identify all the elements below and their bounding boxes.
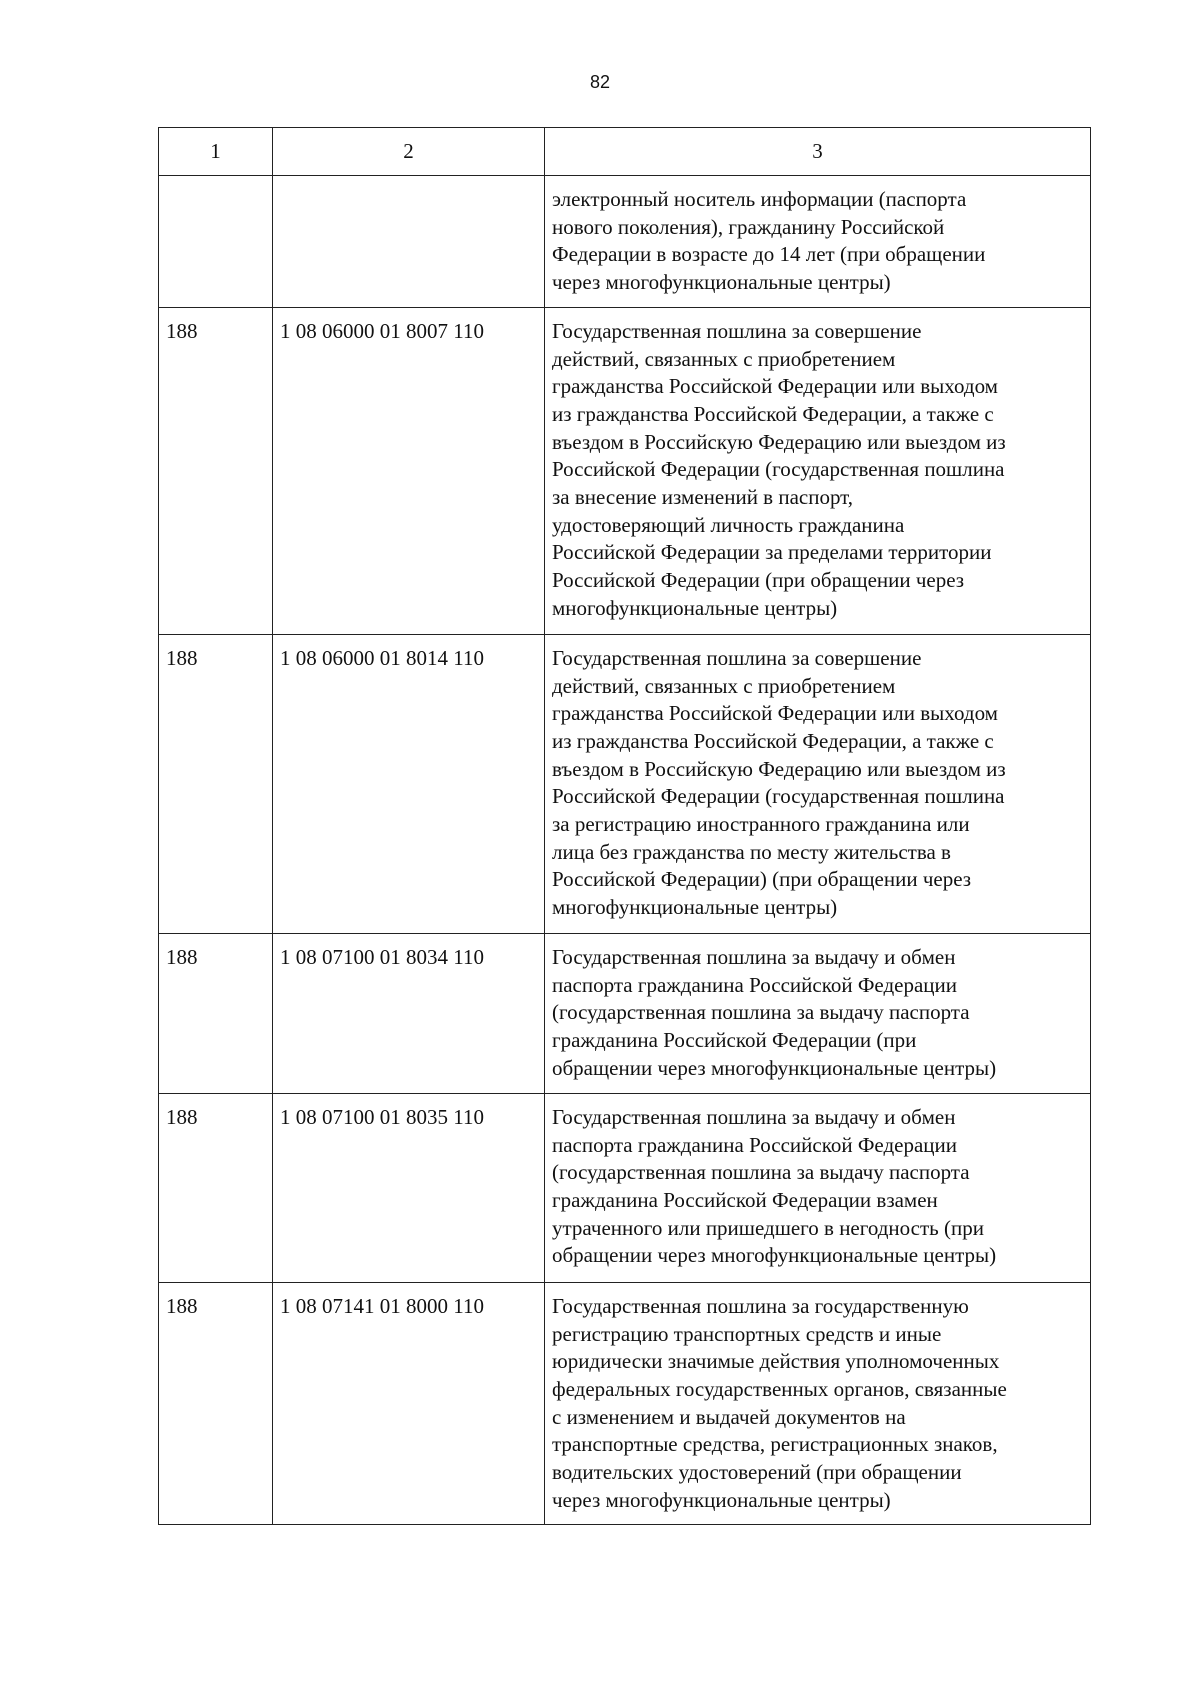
kbk-code-cell: 1 08 07100 01 8034 110: [273, 933, 545, 1093]
kbk-code-cell: 1 08 06000 01 8014 110: [273, 634, 545, 933]
description-cell: Государственная пошлина за совершение действий, связанных с приобретением гражданства Российской Федерации или выходом из гражданства Российской Федерации, а также с въездом в Российскую Федерацию или выездом из Российской Федерации (государственная пошлина за регистрацию иностранного гражданина или лица без гражданства по месту жительства в Российской Федерации) (при обращении через многофункциональные центры): [545, 634, 1091, 933]
description-cell: Государственная пошлина за государственную регистрацию транспортных средств и иные юридически значимые действия уполномоченных федеральных государственных органов, связанные с изменением и выдачей документов на транспортные средства, регистрационных знаков, водительских удостоверений (при обращении через многофункциональные центры): [545, 1282, 1091, 1525]
table-row: [159, 307, 1091, 634]
description-cell: Государственная пошлина за совершение действий, связанных с приобретением гражданства Российской Федерации или выходом из гражданства Российской Федерации, а также с въездом в Российскую Федерацию или выездом из Российской Федерации (государственная пошлина за внесение изменений в паспорт, удостоверяющий личность гражданина Российской Федерации за пределами территории Российской Федерации (при обращении через многофункциональные центры): [545, 307, 1091, 634]
table-row: [159, 634, 1091, 933]
revenue-code-table: [158, 127, 1091, 1525]
admin-code-cell: [159, 176, 273, 308]
kbk-code-cell: 1 08 07141 01 8000 110: [273, 1282, 545, 1525]
column-header-3: 3: [545, 128, 1091, 176]
kbk-code-cell: [273, 176, 545, 308]
description-cell: электронный носитель информации (паспорта нового поколения), гражданину Российской Федерации в возрасте до 14 лет (при обращении через многофункциональные центры): [545, 176, 1091, 308]
table-header-row: [159, 128, 1091, 176]
page-number: 82: [589, 72, 611, 92]
description-cell: Государственная пошлина за выдачу и обмен паспорта гражданина Российской Федерации (государственная пошлина за выдачу паспорта гражданина Российской Федерации (при обращении через многофункциональные центры): [545, 933, 1091, 1093]
table-row: [159, 176, 1091, 308]
column-header-1: 1: [159, 128, 273, 176]
admin-code-cell: 188: [159, 1093, 273, 1282]
admin-code-cell: 188: [159, 307, 273, 634]
table-row: [159, 1093, 1091, 1282]
admin-code-cell: 188: [159, 1282, 273, 1525]
kbk-code-cell: 1 08 07100 01 8035 110: [273, 1093, 545, 1282]
admin-code-cell: 188: [159, 634, 273, 933]
table-row: [159, 1282, 1091, 1525]
description-cell: Государственная пошлина за выдачу и обмен паспорта гражданина Российской Федерации (государственная пошлина за выдачу паспорта гражданина Российской Федерации взамен утраченного или пришедшего в негодность (при обращении через многофункциональные центры): [545, 1093, 1091, 1282]
admin-code-cell: 188: [159, 933, 273, 1093]
column-header-2: 2: [273, 128, 545, 176]
kbk-code-cell: 1 08 06000 01 8007 110: [273, 307, 545, 634]
table-row: [159, 933, 1091, 1093]
